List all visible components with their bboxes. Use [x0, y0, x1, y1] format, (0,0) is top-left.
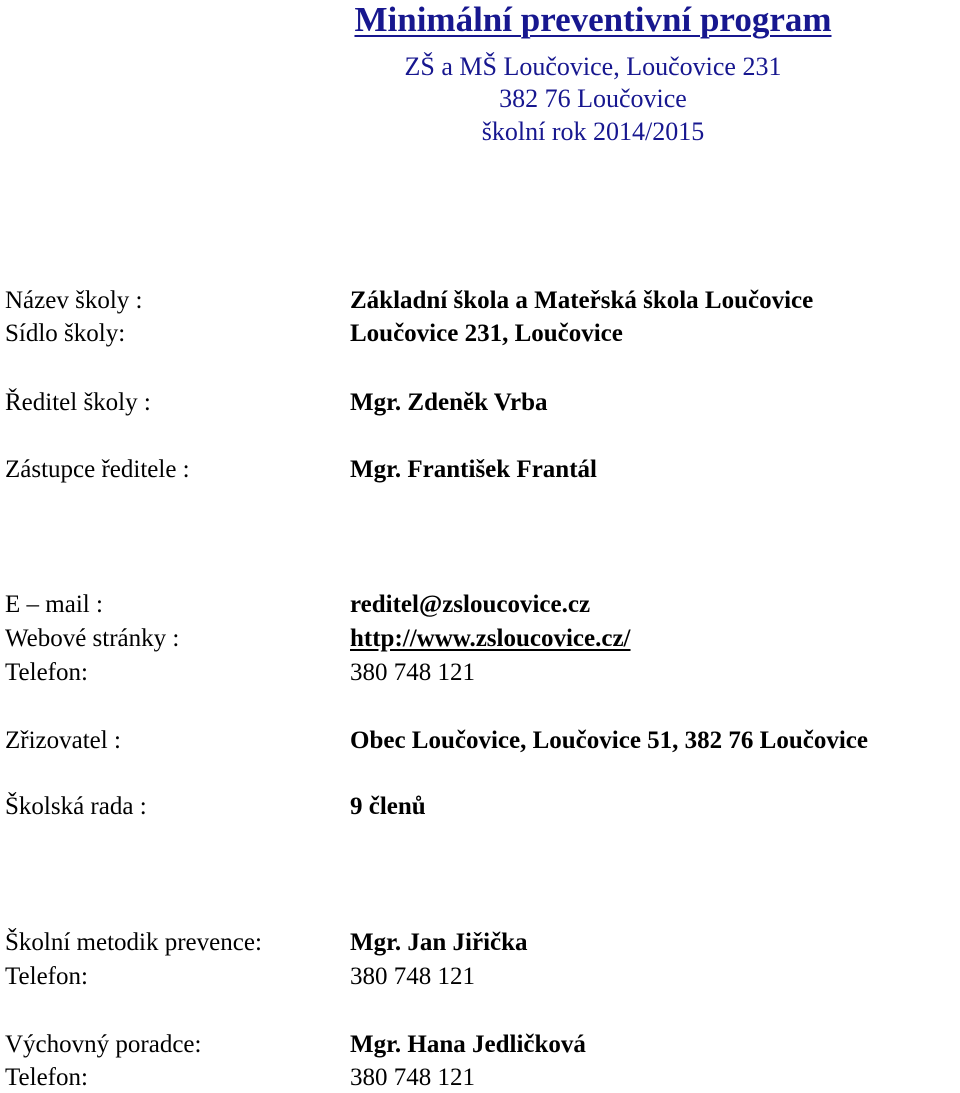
document-title: Minimální preventivní program: [354, 0, 832, 39]
school-name-label: Název školy :: [5, 287, 143, 314]
prevention-methodist-label: Školní metodik prevence:: [5, 929, 262, 956]
school-board-label: Školská rada :: [5, 793, 147, 820]
counselor-phone-value: 380 748 121: [350, 1064, 475, 1091]
phone-label: Telefon:: [5, 659, 88, 686]
director-value: Mgr. Zdeněk Vrba: [350, 389, 548, 416]
website-label: Webové stránky :: [5, 625, 180, 652]
website-link[interactable]: http://www.zsloucovice.cz/: [350, 625, 631, 652]
school-postal-line: 382 76 Loučovice: [499, 84, 687, 113]
deputy-value: Mgr. František Frantál: [350, 456, 597, 483]
email-label: E – mail :: [5, 591, 103, 618]
director-label: Ředitel školy :: [5, 389, 151, 416]
school-name-value: Základní škola a Mateřská škola Loučovice: [350, 287, 814, 314]
prevention-methodist-value: Mgr. Jan Jiřička: [350, 929, 528, 956]
school-seat-value: Loučovice 231, Loučovice: [350, 320, 623, 347]
methodist-phone-value: 380 748 121: [350, 963, 475, 990]
phone-value: 380 748 121: [350, 659, 475, 686]
email-value: reditel@zsloucovice.cz: [350, 591, 591, 618]
counselor-value: Mgr. Hana Jedličková: [350, 1031, 586, 1058]
school-address-line: ZŠ a MŠ Loučovice, Loučovice 231: [404, 52, 782, 81]
counselor-phone-label: Telefon:: [5, 1064, 88, 1091]
school-year-line: školní rok 2014/2015: [481, 117, 705, 146]
founder-label: Zřizovatel :: [5, 727, 121, 754]
school-seat-label: Sídlo školy:: [5, 320, 126, 347]
school-board-value: 9 členů: [350, 793, 426, 820]
counselor-label: Výchovný poradce:: [5, 1031, 202, 1058]
methodist-phone-label: Telefon:: [5, 963, 88, 990]
founder-value: Obec Loučovice, Loučovice 51, 382 76 Loučovice: [350, 727, 868, 754]
deputy-label: Zástupce ředitele :: [5, 456, 190, 483]
